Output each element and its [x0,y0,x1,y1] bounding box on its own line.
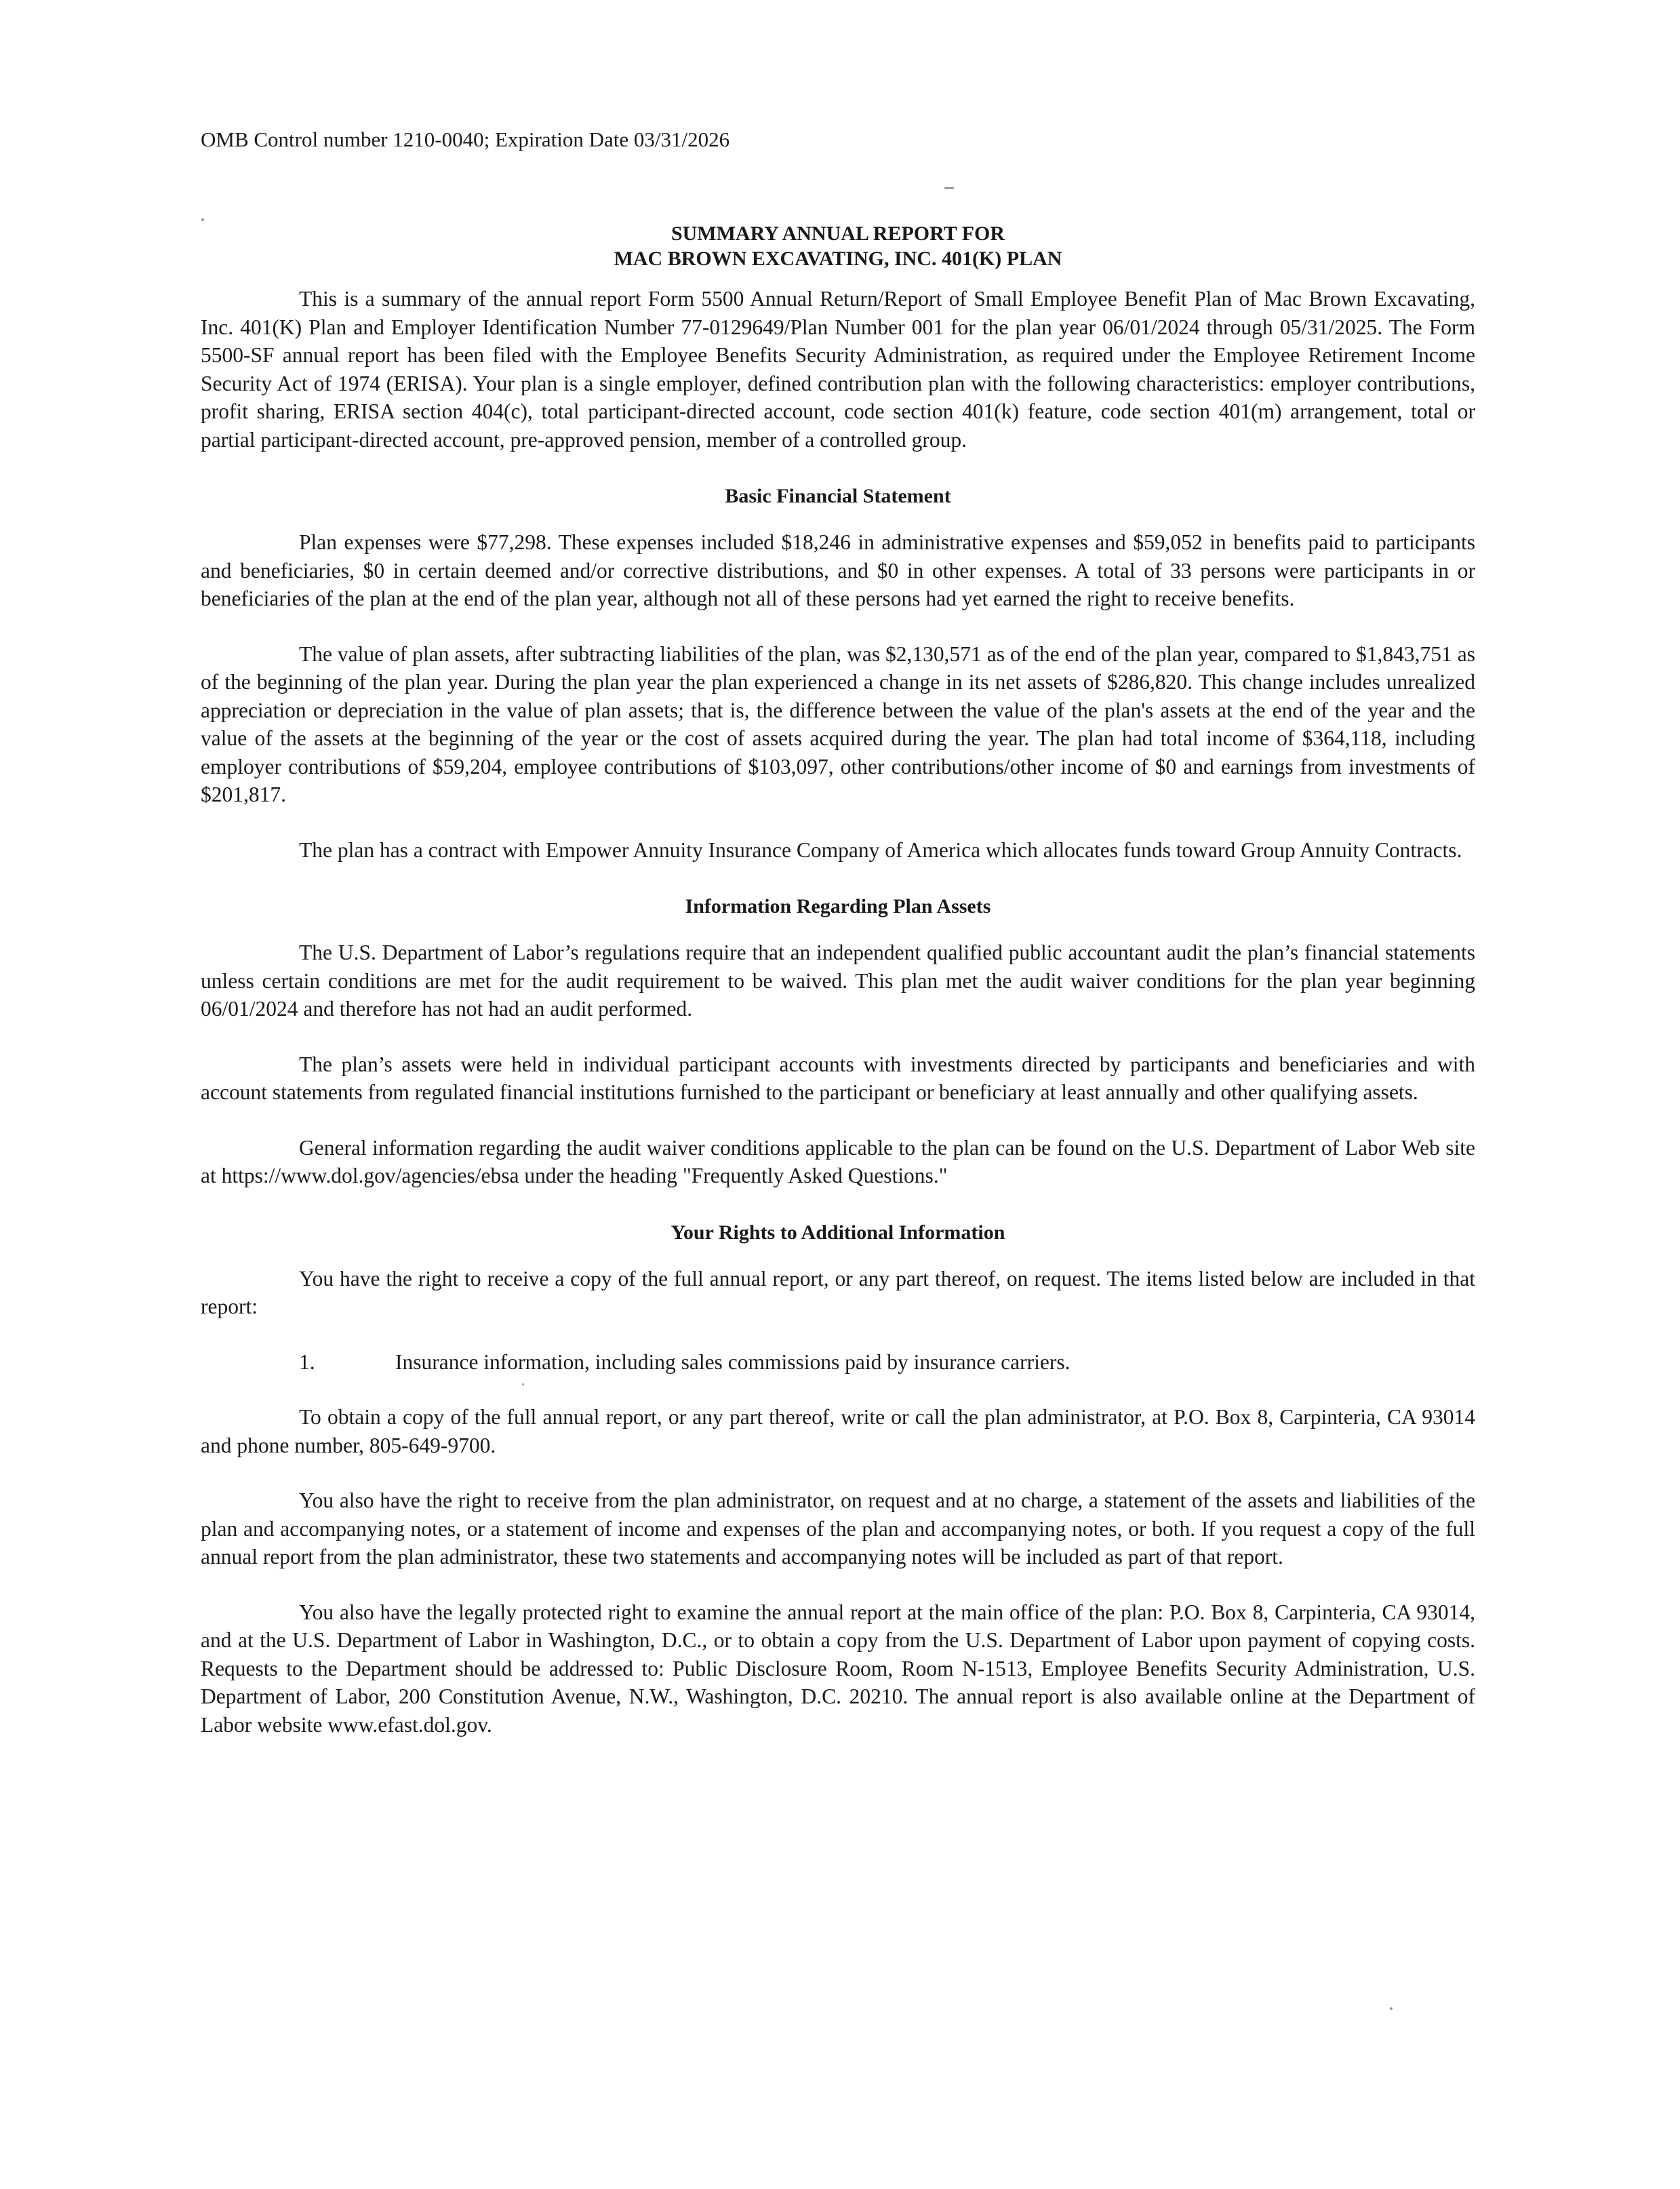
obtain-copy-paragraph: To obtain a copy of the full annual report, or any part thereof, write or call the plan administrator, at P.O. Box 8, Carpinteria, CA 93014 and phone number, 805-649-9700. [201,1405,1475,1457]
document-page [201,126,1475,1739]
additional-info-heading: Your Rights to Additional Information [671,1221,1005,1244]
list-item [299,1348,1475,1377]
title-line-2: MAC BROWN EXCAVATING, INC. 401(K) PLAN [614,248,1062,270]
audit-waiver-info-paragraph: General information regarding the audit waiver conditions applicable to the plan can be found on the U.S. Department of Labor Web site at https://www.dol.gov/agencies/ebsa under the heading "Frequently Asked Questions." [201,1135,1475,1187]
expenses-paragraph: Plan expenses were $77,298. These expenses included $18,246 in administrative expenses and $59,052 in benefits paid to participants and beneficiaries, $0 in certain deemed and/or corrective distributions, and $0 in other expenses. A total of 33 persons were participants in or beneficiaries of the plan at the end of the plan year, although not all of these persons had yet earned the right to receive benefits. [201,530,1475,610]
list-item-text: Insurance information, including sales commissions paid by insurance carriers. [395,1349,1071,1374]
assets-value-paragraph: The value of plan assets, after subtracting liabilities of the plan, was $2,130,571 as of the end of the plan year, compared to $1,843,751 as of the beginning of the plan year. During the plan year the plan experienced a change in its net assets of $286,820. This change includes unrealized appreciation or depreciation in the value of plan assets; that is, the difference between the value of the plan's assets at the end of the year and the value of the assets at the beginning of the year or the cost of assets acquired during the year. The plan had total income of $364,118, including employer contributions of $59,204, employee contributions of $103,097, other contributions/other income of $0 and earnings from investments of $201,817. [201,642,1475,806]
audit-paragraph: The U.S. Department of Labor’s regulations require that an independent qualified public accountant audit the plan’s financial statements unless certain conditions are met for the audit requirement to be waived. This plan met the audit waiver conditions for the plan year beginning 06/01/2024 and therefore has not had an audit performed. [201,941,1475,1021]
rights-intro-paragraph: You have the right to receive a copy of the full annual report, or any part thereof, on request. The items listed below are included in that report: [201,1266,1475,1318]
list-item-number: 1. [299,1349,315,1374]
intro-paragraph: This is a summary of the annual report Form 5500 Annual Return/Report of Small Employee Benefit Plan of Mac Brown Excavating, Inc. 401(K) Plan and Employer Identification Number 77-0129649/Plan Number 001 for the plan year 06/01/2024 through 05/31/2025. The Form 5500-SF annual report has been filed with the Employee Benefits Security Administration, as required under the Employee Retirement Income Security Act of 1974 (ERISA). Your plan is a single employer, defined contribution plan with the following characteristics: employer contributions, profit sharing, ERISA section 404(c), total participant-directed account, code section 401(k) feature, code section 401(m) arrangement, total or partial participant-directed account, pre-approved pension, member of a controlled group. [201,287,1475,452]
basic-financial-heading: Basic Financial Statement [725,485,951,507]
document-title [201,221,1475,271]
participant-accounts-paragraph: The plan’s assets were held in individual participant accounts with investments directed by participants and beneficiaries and with account statements from regulated financial institutions furnished to the participant or beneficiary at least annually and other qualifying assets. [201,1052,1475,1104]
title-line-1: SUMMARY ANNUAL REPORT FOR [671,222,1005,245]
scan-speck [1390,2007,1393,2010]
omb-control-line: OMB Control number 1210-0040; Expiration Date 03/31/2026 [201,127,730,151]
examine-report-paragraph: You also have the legally protected right to examine the annual report at the main office of the plan: P.O. Box 8, Carpinteria, CA 93014, and at the U.S. Department of Labor in Washington, D.C., or to obtain a copy from the U.S. Department of Labor upon payment of copying costs. Requests to the Department should be addressed to: Public Disclosure Room, Room N-1513, Employee Benefits Security Administration, U.S. Department of Labor, 200 Constitution Avenue, N.W., Washington, D.C. 20210. The annual report is also available online at the Department of Labor website www.efast.dol.gov. [201,1600,1475,1737]
statement-rights-paragraph: You also have the right to receive from the plan administrator, on request and at no charge, a statement of the assets and liabilities of the plan and accompanying notes, or a statement of income and expenses of the plan and accompanying notes, or both. If you request a copy of the full annual report from the plan administrator, these two statements and accompanying notes will be included as part of that report. [201,1488,1475,1569]
plan-assets-heading: Information Regarding Plan Assets [685,895,991,918]
contract-paragraph: The plan has a contract with Empower Annuity Insurance Company of America which allocates funds toward Group Annuity Contracts. [299,837,1462,862]
